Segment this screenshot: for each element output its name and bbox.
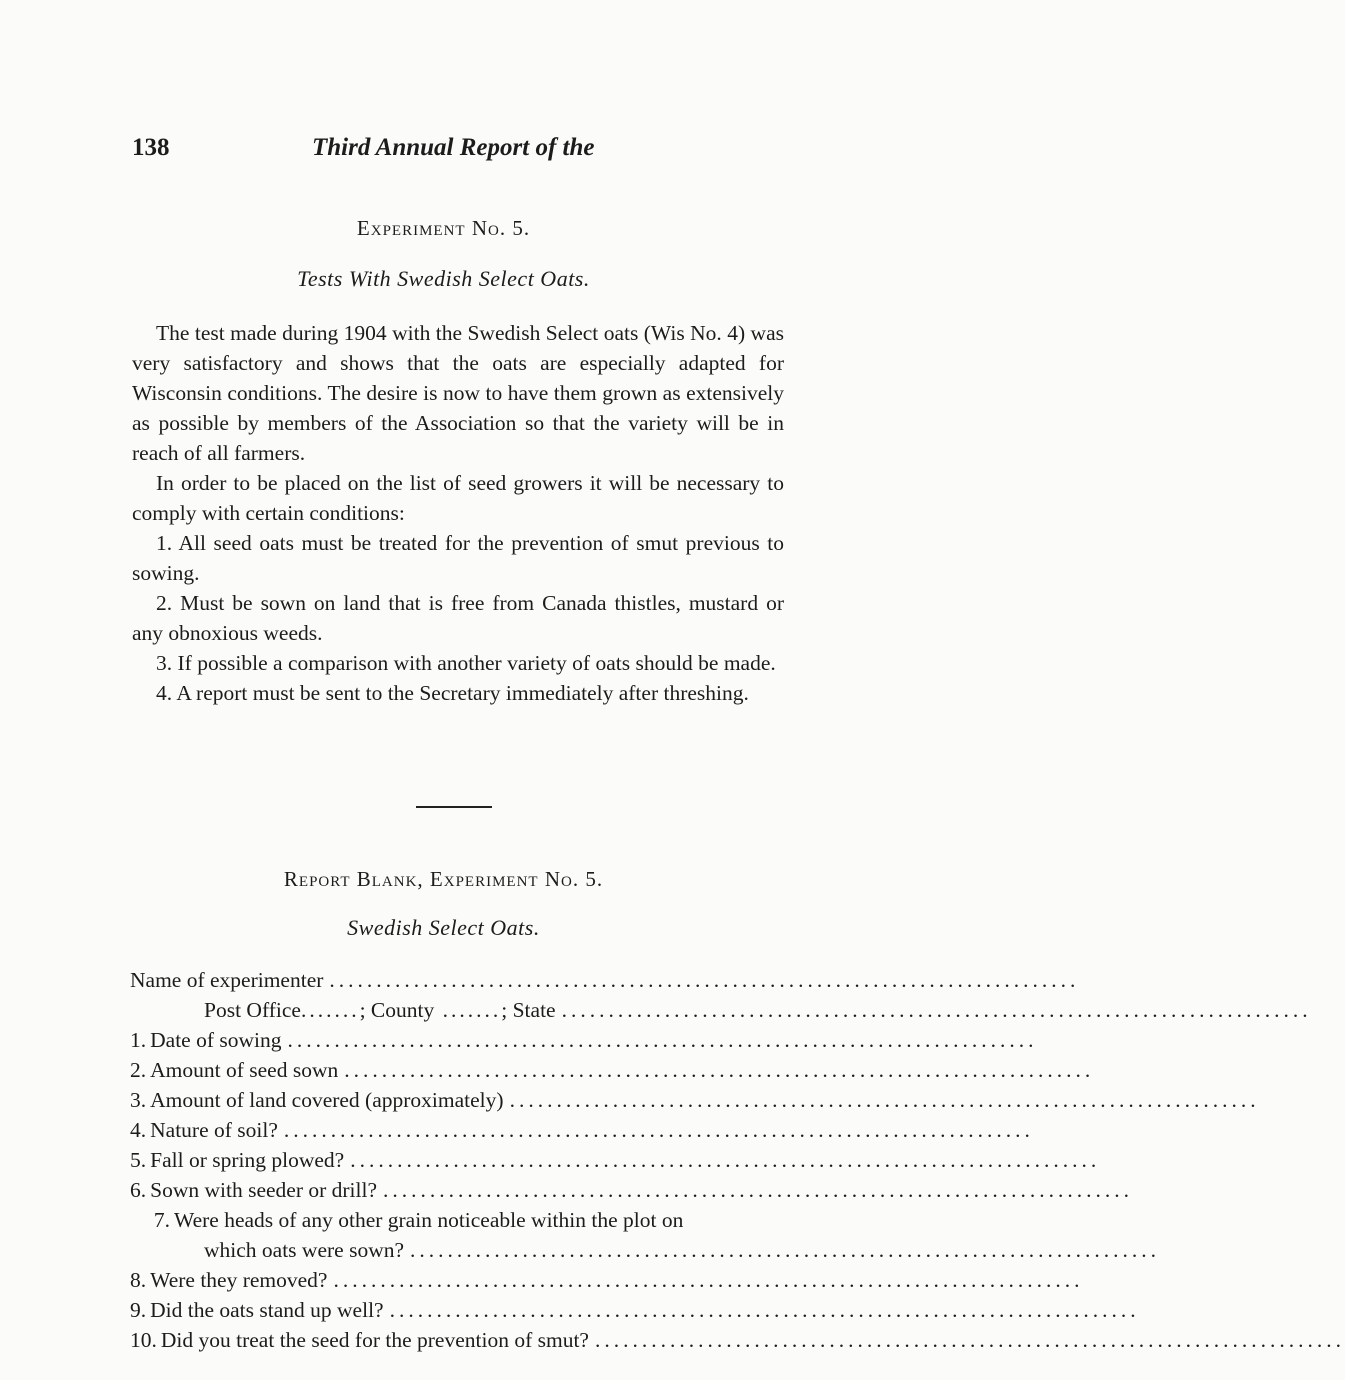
- fill-dots[interactable]: ................................................................................: [283, 1118, 1034, 1142]
- question-text: Sown with seeder or drill?: [150, 1178, 378, 1202]
- question-line: [130, 1178, 1134, 1208]
- question-line: [130, 1298, 1140, 1328]
- question-number: 9.: [130, 1298, 147, 1322]
- experiment-heading: Experiment No. 5.: [356, 216, 531, 240]
- fill-dots[interactable]: .......: [434, 998, 502, 1022]
- fill-dots[interactable]: ................................................................................: [329, 968, 1080, 992]
- question-number: 2.: [130, 1058, 147, 1082]
- question-number: 10.: [130, 1328, 157, 1352]
- question-text: Were they removed?: [150, 1268, 328, 1292]
- fill-dots[interactable]: ................................................................................: [333, 1268, 1084, 1292]
- experiment-body: [132, 318, 784, 708]
- condition-item: 2. Must be sown on land that is free from Canada thistles, mustard or any obnoxious weeds.: [132, 591, 784, 645]
- fill-dots[interactable]: ................................................................................: [561, 998, 1312, 1022]
- question-line: [130, 1058, 1095, 1088]
- question-text: Did you treat the seed for the prevention of smut?: [160, 1328, 589, 1352]
- state-label: ; State: [501, 998, 556, 1022]
- form-line-address: [130, 998, 1312, 1028]
- page-number: 138: [132, 134, 170, 161]
- question-number: 6.: [130, 1178, 147, 1202]
- question-text: Did the oats stand up well?: [150, 1298, 384, 1322]
- condition-item: 4. A report must be sent to the Secretary immediately after threshing.: [156, 681, 749, 705]
- question-number: 3.: [130, 1088, 147, 1112]
- question-text: Fall or spring plowed?: [150, 1148, 345, 1172]
- condition-item: 3. If possible a comparison with another variety of oats should be made.: [156, 651, 776, 675]
- question-line: [130, 1328, 1345, 1358]
- question-number: 8.: [130, 1268, 147, 1292]
- question-line: [130, 1148, 1101, 1178]
- fill-dots[interactable]: ................................................................................: [509, 1088, 1260, 1112]
- paragraph-conditions: In order to be placed on the list of seed growers it will be necessary to comply with certain conditions:: [132, 471, 784, 525]
- question-continuation: [130, 1238, 1161, 1268]
- report-heading: Report Blank, Experiment No. 5.: [283, 867, 604, 891]
- fill-dots[interactable]: ................................................................................: [383, 1178, 1134, 1202]
- report-form: [130, 968, 1345, 1358]
- name-label: Name of experimenter: [130, 968, 324, 992]
- fill-dots[interactable]: ................................................................................: [594, 1328, 1345, 1352]
- fill-dots[interactable]: ................................................................................: [389, 1298, 1140, 1322]
- question-line: [130, 1028, 1038, 1058]
- county-label: ; County: [359, 998, 435, 1022]
- question-text: Amount of seed sown: [150, 1058, 339, 1082]
- section-divider: [416, 806, 492, 808]
- question-line: [130, 1118, 1034, 1148]
- fill-dots[interactable]: ................................................................................: [410, 1238, 1161, 1262]
- question-text: Amount of land covered (approximately): [150, 1088, 504, 1112]
- question-text: Were heads of any other grain noticeable within the plot on: [174, 1208, 684, 1232]
- fill-dots[interactable]: ................................................................................: [287, 1028, 1038, 1052]
- condition-item: 1. All seed oats must be treated for the prevention of smut previous to sowing.: [132, 531, 784, 585]
- fill-dots[interactable]: ................................................................................: [344, 1058, 1095, 1082]
- experiment-subheading: Tests With Swedish Select Oats.: [297, 266, 590, 291]
- question-text: Date of sowing: [150, 1028, 282, 1052]
- report-subheading: Swedish Select Oats.: [347, 915, 540, 940]
- form-line-name: [130, 968, 1080, 998]
- page-header: [132, 134, 782, 170]
- fill-dots[interactable]: ................................................................................: [350, 1148, 1101, 1172]
- question-line: [130, 1268, 1084, 1298]
- question-number: 5.: [130, 1148, 147, 1172]
- question-number: 1.: [130, 1028, 147, 1052]
- post-office-label: Post Office: [204, 998, 301, 1022]
- running-title: Third Annual Report of the: [312, 134, 595, 161]
- fill-dots[interactable]: .......: [300, 998, 360, 1022]
- question-line: [130, 1088, 1260, 1118]
- question-line: [130, 1208, 782, 1238]
- question-number: 7.: [153, 1208, 170, 1232]
- question-text: which oats were sown?: [204, 1238, 405, 1262]
- paragraph-intro: The test made during 1904 with the Swedish Select oats (Wis No. 4) was very satisfactory and shows that the oats are especially adapted for Wisconsin conditions. The desire is now to have them grown as extensively as possible by members of the Association so that the variety will be in reach of all farmers.: [132, 321, 784, 465]
- question-text: Nature of soil?: [150, 1118, 278, 1142]
- question-number: 4.: [130, 1118, 147, 1142]
